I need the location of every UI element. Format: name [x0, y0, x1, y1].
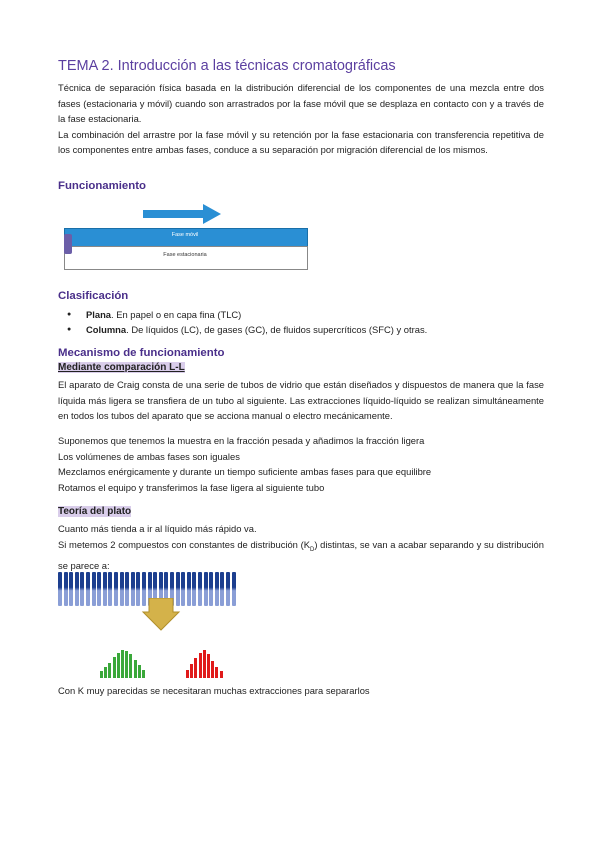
list-item: Los volúmenes de ambas fases son iguales: [58, 450, 240, 462]
teoria-conclusion: Con K muy parecidas se necesitaran muchas extracciones para separarlos: [58, 685, 370, 696]
mobile-phase-label: Fase móvil: [171, 232, 199, 238]
down-arrow-icon: [141, 598, 181, 632]
list-item: Rotamos el equipo y transferimos la fase ligera al siguiente tubo: [58, 481, 325, 493]
distribution-bar: [142, 670, 145, 678]
craig-tube: [192, 572, 196, 606]
craig-tube: [114, 572, 118, 606]
mecanismo-subheading: Mediante comparación L-L: [58, 362, 185, 373]
distribution-bar: [113, 657, 116, 678]
craig-tube: [226, 572, 230, 606]
distribution-bar: [211, 661, 214, 678]
list-item: ● Columna. De líquidos (LC), de gases (GC), de fluidos supercríticos (SFC) y otras.: [58, 322, 544, 337]
list-item: Mezclamos enérgicamente y durante un tiempo suficiente ambas fases para que equilibre: [58, 466, 432, 478]
distribution-bar: [199, 653, 202, 678]
craig-tube: [97, 572, 101, 606]
list-item: Suponemos que tenemos la muestra en la fracción pesada y añadimos la fracción ligera: [58, 435, 425, 446]
craig-tube: [92, 572, 96, 606]
funcionamiento-diagram: [58, 204, 308, 272]
distribution-bar: [207, 654, 210, 678]
teoria-line-1: Cuanto más tienda a ir al líquido más rápido va.: [58, 523, 257, 534]
craig-tube: [181, 572, 185, 606]
intro-section: [58, 80, 544, 158]
craig-tube: [120, 572, 124, 606]
craig-tube: [209, 572, 213, 606]
craig-tube: [103, 572, 107, 606]
mecanismo-heading: Mecanismo de funcionamiento: [58, 347, 225, 359]
distribution-bar: [100, 671, 103, 678]
teoria-conclusion-wrap: [58, 683, 544, 699]
distribution-bar: [220, 671, 223, 678]
distribution-bar: [104, 667, 107, 678]
intro-paragraph-1: Técnica de separación física basada en la distribución diferencial de los componentes de una mezcla entre dos fases (estacionaria y móvil) cuando son arrastrados por la fase móvil que se desplaza en contacto con y a través de la fase estacionaria.: [58, 82, 544, 125]
craig-tube: [58, 572, 62, 606]
distribution-bar: [194, 658, 197, 678]
mecanismo-paragraph: El aparato de Craig consta de una serie de tubos de vidrio que están diseñados y dispuestos de manera que la fase líquida más ligera se transfiera de un tubo al siguiente. Las extracciones líquido-líquido se realizan simultáneamente en todos los tubos del aparato que se acciona manual o electro mecánicamente.: [58, 379, 544, 422]
distribution-bar: [121, 650, 124, 678]
craig-tube: [131, 572, 135, 606]
clasificacion-list: [58, 307, 544, 337]
craig-tube: [64, 572, 68, 606]
teoria-heading: Teoría del plato: [58, 506, 132, 517]
craig-tube: [204, 572, 208, 606]
green-distribution: [100, 648, 148, 678]
craig-tube: [187, 572, 191, 606]
craig-tube: [232, 572, 236, 606]
red-distribution: [186, 648, 226, 678]
list-item: ● Plana. En papel o en capa fina (TLC): [58, 307, 544, 322]
craig-tube: [69, 572, 73, 606]
stationary-phase-box: [64, 246, 308, 270]
craig-tube: [198, 572, 202, 606]
distribution-bar: [108, 663, 111, 678]
craig-tube: [220, 572, 224, 606]
distribution-bar: [215, 667, 218, 678]
mobile-phase-band: [64, 228, 308, 248]
distribution-bar: [190, 664, 193, 678]
distribution-bar: [129, 654, 132, 678]
distribution-bar: [186, 670, 189, 678]
teoria-line-2: Si metemos 2 compuestos con constantes de distribución $(K_D)$ distintas, se van a acabar separando y su distribución se parece a:: [58, 538, 544, 572]
distribution-bar: [134, 660, 137, 678]
craig-tube: [75, 572, 79, 606]
clasificacion-heading: Clasificación: [58, 290, 129, 302]
page-title: TEMA 2. Introducción a las técnicas cromatográficas: [58, 58, 396, 74]
craig-tube: [86, 572, 90, 606]
sample-band: [64, 234, 72, 254]
distribution-bar: [125, 651, 128, 678]
craig-tube: [125, 572, 129, 606]
funcionamiento-heading: Funcionamiento: [58, 180, 146, 192]
distribution-bar: [138, 665, 141, 678]
craig-tube: [136, 572, 140, 606]
distribution-bar: [117, 653, 120, 678]
intro-paragraph-2: La combinación del arrastre por la fase móvil y su retención por la fase estacionaria con transferencia repetitiva de los componentes entre ambas fases, conduce a su separación por migración diferencial de los mismos.: [58, 128, 544, 156]
teoria-text: [58, 521, 544, 574]
craig-tube: [80, 572, 84, 606]
mecanismo-paragraph-wrap: [58, 377, 544, 424]
craig-tube: [108, 572, 112, 606]
stationary-phase-label: Fase estacionaria: [163, 252, 207, 258]
mecanismo-steps: [58, 433, 544, 495]
distribution-bar: [203, 650, 206, 678]
craig-tube: [215, 572, 219, 606]
